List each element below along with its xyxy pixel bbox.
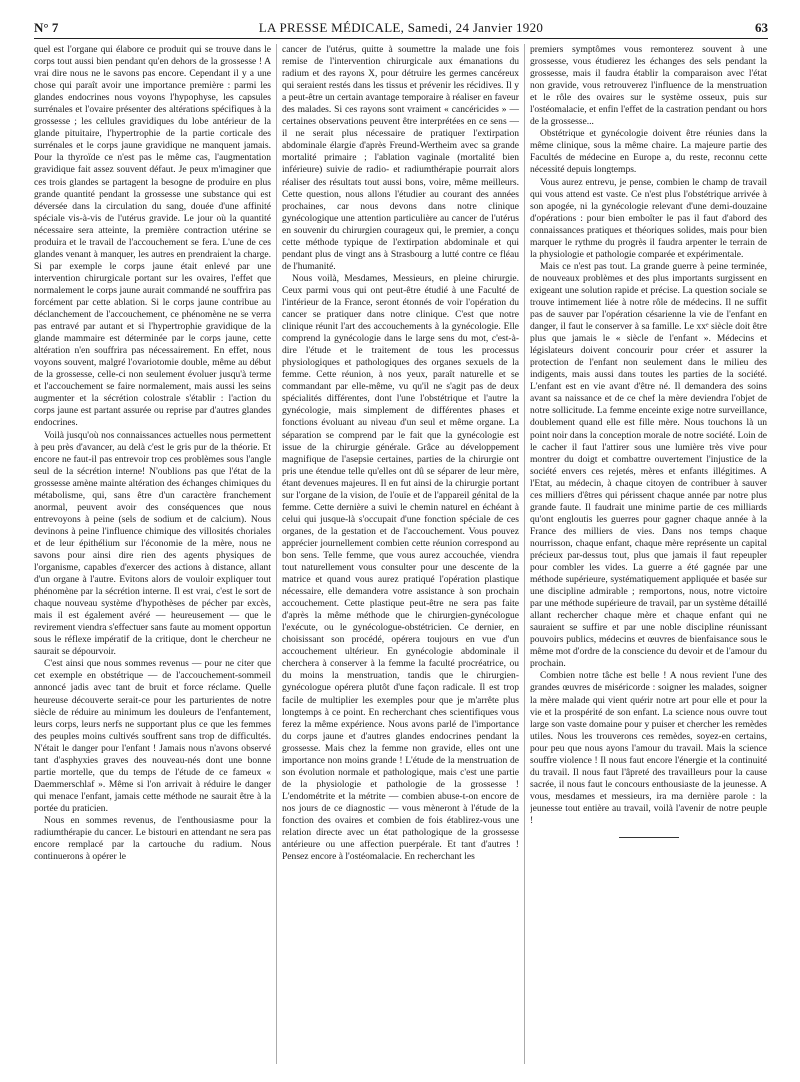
- column-divider: [524, 44, 525, 1064]
- header-rule: [34, 38, 768, 39]
- paragraph: Nous voilà, Mesdames, Messieurs, en pleine chirurgie. Ceux parmi vous qui ont peut-être étudié à une Faculté de l'intérieur de la France, seront étonnés de voir l'opération du cancer se pratiquer dans notre clinique. C'est que notre clinique réunit l'art des accouchements à la gynécologie. Elle comprend la gynécologie dans le large sens du mot, c'est-à-dire l'étude et le traitement de tous les processus physiologiques et pathologiques des organes sexuels de la femme. Cette réunion, à nos yeux, paraît naturelle et se commandant par elle-même, vu qu'il ne s'agit pas de deux spécialités différentes, dont l'une l'obstétrique et l'autre la gynécologie, mais simplement de différentes phases et fonctions évoluant au niveau d'un seul et même organe. La séparation se comprend par le fait que la gynécologie est issue de la chirurgie générale. Grâce au développement magnifique de l'asepsie certaines, parties de la chirurgie ont pris une étendue telle qu'elles ont dû se séparer de leur mère, étant devenues majeures. Il en fut ainsi de la chirurgie portant sur l'organe de la vision, de l'ouïe et de l'appareil génital de la femme. Cette dernière a suivi le chemin naturel en échéant à celui qui jusque-là s'occupait d'une fonction spéciale de ces organes, de la gestation et de l'accouchement. Vous pouvez apprécier journellement combien cette réunion correspond au bon sens. Telle femme, que vous aurez accouchée, viendra tout naturellement vous consulter pour une descente de la matrice et quand vous aurez pratiqué l'opération plastique nécessaire, elle demandera votre assistance à son prochain accouchement. Cette plastique peut-être ne sera pas faite d'après la même méthode que le chirurgien-gynécologue l'exécute, ou le gynécologue-obstétricien. Ce dernier, en choisissant son procédé, opérera toujours en vue d'un accouchement ultérieur. En gynécologie abdominale il cherchera à conserver à la femme la faculté procréatrice, ou du moins la menstruation, tandis que le chirurgien-gynécologue opérera plutôt d'une façon radicale. Il est trop facile de multiplier les exemples pour que je m'arrête plus longtemps à ce point. En recherchant ches scientifiques vous ferez la même expérience. Nous avons parlé de l'importance du corps jaune et d'autres glandes endocrines pendant la grossesse. Mais chez la femme non gravide, elles ont une importance non moins grande ! L'étude de la menstruation de son évolution normale et pathologique, mais c'est une partie de la physiologie et pathologie de la grossesse ! L'endométrite et la métrite — combien abuse-t-on encore de nos jours de ce diagnostic — vous mèneront à l'étude de la fonction des ovaires et combien de fois établirez-vous une relation directe avec un état pathologique de la grossesse antérieure ou une affection puerpérale. Et tant d'autres ! Pensez encore à l'ostéomalacie. En recherchant les: [282, 272, 519, 863]
- closing-rule: [619, 837, 679, 838]
- paragraph: Nous en sommes revenus, de l'enthousiasme pour la radiumthérapie du cancer. Le bistouri en attendant ne sera pas encore remplacé par la cartouche du radium. Nous continuerons à opérer le: [34, 815, 271, 863]
- paragraph: Mais ce n'est pas tout. La grande guerre à peine terminée, de nouveaux problèmes et des plus importants surgissent en exigeant une solution rapide et précise. La question sociale se trouve intimement liée à notre rôle de médecins. Il ne suffit pas de sauver par l'opération césarienne la vie de l'enfant en danger, il faut le conserver à sa famille. Le xxᵉ siècle doit être plus que jamais le « siècle de l'enfant ». Médecins et législateurs doivent concourir pour créer et assurer la protection de l'enfant non seulement dans le milieu des indigents, mais aussi dans toutes les parties de la société. L'enfant est en vie avant d'être né. Il demandera des soins avant sa naissance et de ce chef la mère deviendra l'objet de notre sollicitude. La femme enceinte exige notre surveillance, doublement quand elle est fille mère. Nous touchons là un point noir dans la conception morale de notre société. Loin de le cacher il faut l'attirer sous une lumière très vive pour montrer du doigt et combattre ouvertement l'injustice de la société envers ces rejetés, mères et enfants illégitimes. A l'Etat, au médecin, à chaque citoyen de contribuer à sauver ces milliers d'êtres qui périssent chaque année par notre plus grande faute. Il faudrait une minime partie de ces milliards qu'ont engloutis les guerres pour gagner chaque année à la France des milliers de vies. Dans nos temps chaque nourrisson, chaque enfant, chaque mère représente un capital précieux par-dessus tout, plus que jamais il faut repeupler pour combler les vides. La guerre a été gagnée par une méthode supérieure, systématiquement appliquée et basée sur une discipline admirable ; remportons, nous, notre victoire par une méthode supérieure de travail, par un système détaillé allant rechercher chaque mère et chaque enfant qui ne sauraient se suffire et par une noble discipline réunissant pouvoirs publics, médecins et œuvres de bienfaisance sous le même mot d'ordre de la conscience du devoir et de l'amour du prochain.: [530, 260, 767, 670]
- column-divider: [276, 44, 277, 1064]
- paragraph: Obstétrique et gynécologie doivent être réunies dans la même clinique, sous la même chaire. La majeure partie des Facultés de médecine en Europe a, du reste, reconnu cette nécessité depuis longtemps.: [530, 128, 767, 176]
- page-header: [34, 18, 768, 40]
- journal-title: LA PRESSE MÉDICALE, Samedi, 24 Janvier 1920: [258, 20, 544, 35]
- paragraph: premiers symptômes vous remonterez souvent à une grossesse, vous étudierez les échanges des sels pendant la grossesse, mais il faudra établir la comparaison avec l'état non gravide, vous retrouverez l'influence de la menstruation et le rôle des ovaires sur le système osseux, puis sur l'ostéomalacie, et enfin l'effet de la castration pendant ou hors de la grossesse...: [530, 44, 767, 128]
- column-3: [530, 44, 767, 1064]
- page-number: 63: [755, 20, 768, 35]
- issue-number: N° 7: [34, 20, 59, 35]
- paragraph: C'est ainsi que nous sommes revenus — pour ne citer que cet exemple en obstétrique — de l'accouchement-sommeil annoncé jadis avec tant de bruit et force réclame. Quelle heureuse découverte serait-ce pour les parturientes de notre siècle de réduire au minimum les douleurs de l'enfantement, leurs corps, leurs nerfs ne supportant plus ce que les femmes des peuples moins cultivés souffrent sans trop de difficultés. N'était le danger pour l'enfant ! Jamais nous n'avons observé tant d'asphyxies graves des nouveau-nés dont une bonne partie mortelle, que du temps de l'étude de ce fameux « Daemmerschlaf ». Même si l'on arrivait à réduire le danger qui menace l'enfant, jamais cette méthode ne saurait être à la portée du praticien.: [34, 658, 271, 814]
- paragraph: cancer de l'utérus, quitte à soumettre la malade une fois remise de l'intervention chirurgicale aux émanations du radium et des rayons X, pour détruire les germes cancéreux qui seraient restés dans les tissus et prévenir les récidives. Il y a peut-être un certain avantage temporaire à réaliser en faveur des malades. Si ces rayons sont vraiment « cancéricides » — certaines observations peuvent être interprétées en ce sens — il ne serait plus nécessaire de pratiquer l'extirpation abdominale élargie d'après Freund-Wertheim avec sa grande mortalité primaire ; l'ablation vaginale (mortalité bien inférieure) suivie de radio- et radiumthérapie pourrait alors réaliser des résultats tout aussi bons, voire, même meilleurs. Cette question, nous allons l'étudier au courant des années prochaines, car nous devons dans notre clinique gynécologique une attention particulière au cancer de l'utérus en souvenir du chirurgien courageux qui, le premier, a conçu cette méthode typique de l'extirpation abdominale et qui pendant plus de vingt ans à Strasbourg a lutté contre ce fléau de l'humanité.: [282, 44, 519, 272]
- paragraph: Voilà jusqu'où nos connaissances actuelles nous permettent à peu près d'avancer, au delà c'est le gris pur de la théorie. Et encore ne faut-il pas entrevoir trop ces problèmes sous l'angle seul de la sécrétion interne! N'oublions pas que l'état de la grossesse amène mainte altération des échanges chimiques du métabolisme, qui, sans être d'un caractère franchement anormal, peuvent avoir des conséquences que nous entrevoyons à peine (sels de sodium et de calcium). Nous devinons à peine l'influence chimique des villosités choriales et de leur épithélium sur l'économie de la mère, nous ne savons pour ainsi dire rien des agents physiques de l'organisme, capables d'exercer des actions à distance, allant d'un organe à l'autre. Evitons alors de vouloir expliquer tout phénomène par la sécrétion interne. Il est vrai, c'est le sort de chaque nouveau système d'hypothèses de pécher par excès, mais il est également avéré — heureusement — que le revirement viendra s'effectuer sans faute au moment opportun sous le réflexe impératif de la critique, dont le chercheur ne saurait se dépourvoir.: [34, 429, 271, 658]
- column-1: [34, 44, 271, 1064]
- paragraph: Vous aurez entrevu, je pense, combien le champ de travail qui vous attend est vaste. Ce n'est plus l'obstétrique arrivée à son apogée, ni la gynécologie relevant d'une demi-douzaine d'opérations : pour bien emboîter le pas il faut d'abord des connaissances pratiques et théoriques solides, mais pour bien marquer le rythme du progrès il faudra arpenter le terrain de la physiologie et pathologie comparée et expérimentale.: [530, 176, 767, 260]
- column-2: [282, 44, 519, 1064]
- paragraph: quel est l'organe qui élabore ce produit qui se trouve dans le corps tout aussi bien pendant qu'en dehors de la grossesse ! A vrai dire nous ne le savons pas encore. Cependant il y a une chose qui paraît avoir une importance première : parmi les glandes endocrines nous voyons l'hypophyse, les capsules surrénales et l'ovaire présenter des altérations spécifiques à la grossesse ; les cellules gravidiques du lobe antérieur de la glande pituitaire, l'hypertrophie de la partie corticale des surrénales et le corps jaune gravidique ne manquent jamais. Pour la thyroïde ce n'est pas le même cas, l'augmentation gravidique fait assez souvent défaut. Je peux m'imaginer que ces trois glandes se partagent la besogne de produire en plus grande quantité pendant la grossesse une substance qui est déversée dans la circulation du sang, douée d'une affinité spéciale vis-à-vis de l'utérus gravide. Le jour où la quantité nécessaire sera atteinte, la première contraction utérine se produira et le travail de l'accouchement se fera. L'une de ces glandes venant à manquer, les autres en prendraient la charge. Si par exemple le corps jaune était enlevé par une intervention chirurgicale portant sur les ovaires, l'effet que normalement le corps jaune aurait commandé ne souffrira pas forcément par cette ablation. Si le corps jaune contribue au déclanchement de l'accouchement, ce phénomène ne se verra pas entravé par autant et si l'hypertrophie gravidique de la glande mammaire est déterminée par le corps jaune, cette altération n'en souffrira pas nécessairement. En effet, nous voyons souvent, malgré l'ovariotomie double, même au début de la grossesse, celle-ci non seulement évoluer jusqu'à terme et l'accouchement se faire normalement, mais aussi les seins augmenter et la sécrétion colostrale s'établir : l'action du corps jaune est partant assurée ou reprise par d'autres glandes endocrines.: [34, 44, 271, 429]
- paragraph: Combien notre tâche est belle ! A nous revient l'une des grandes œuvres de miséricorde : soigner les malades, soigner la mère malade qui vient quérir notre art pour elle et pour la vie et la prospérité de son enfant. La science nous ouvre tout large son vaste domaine pour y puiser et chercher les remèdes utiles. Nous les trouverons ces remèdes, soyez-en certains, pour peu que nous ayons l'amour du travail. Mais la science souffre violence ! Il nous faut encore l'énergie et la continuité du travail. Il nous faut l'âpreté des travailleurs pour la cause sacrée, il nous faut le concours enthousiaste de la jeunesse. A vous, mesdames et messieurs, ira ma dernière parole : la jeunesse tout entière au travail, voilà l'avenir de notre peuple !: [530, 670, 767, 826]
